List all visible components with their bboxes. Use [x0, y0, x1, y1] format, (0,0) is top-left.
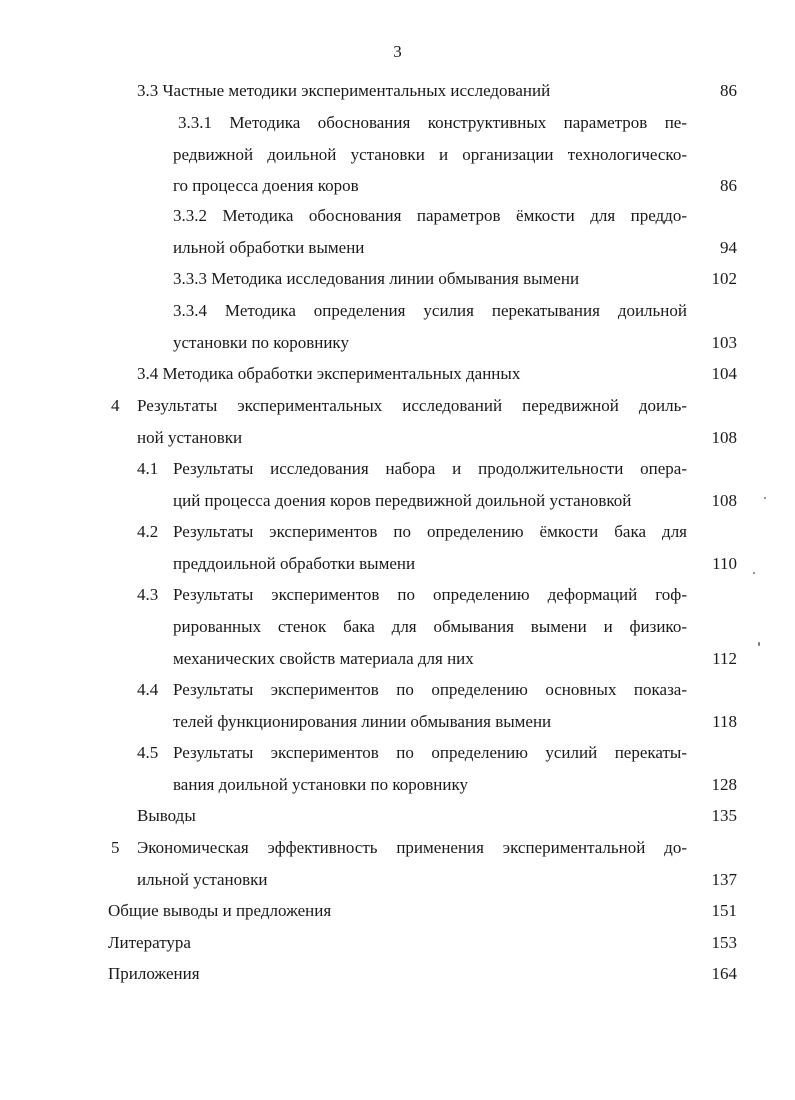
toc-line-3-3-2-a: 3.3.2 Методика обоснования параметров ёмкости для преддо- — [173, 206, 687, 225]
toc-line-4-2-a: Результаты экспериментов по определению ёмкости бака для — [173, 522, 687, 541]
scan-speck — [758, 642, 760, 646]
toc-page-4-4: 118 — [712, 712, 737, 731]
toc-line-4-b: ной установки — [137, 428, 243, 447]
toc-line-3-3-2-b: ильной обработки вымени — [173, 238, 365, 257]
toc-page-3-3: 86 — [720, 81, 737, 100]
scan-speck — [753, 572, 755, 574]
toc-number-4-4: 4.4 — [137, 680, 159, 699]
toc-page-4-2: 110 — [712, 554, 737, 573]
page-number: 3 — [393, 42, 402, 61]
toc-line-4-5-b: вания доильной установки по коровнику — [173, 775, 468, 794]
toc-page-4-1: 108 — [711, 491, 737, 510]
toc-line-3-3-1-b: редвижной доильной установки и организации технологическо- — [173, 145, 687, 164]
toc-page-3-3-3: 102 — [711, 269, 737, 288]
scan-speck — [764, 497, 766, 499]
toc-line-4-4-b: телей функционирования линии обмывания вымени — [173, 712, 552, 731]
toc-page-conclusions: 135 — [711, 806, 737, 825]
toc-line-3-3-4-a: 3.3.4 Методика определения усилия перекатывания доильной — [173, 301, 687, 320]
toc-page-general-conclusions: 151 — [711, 901, 737, 920]
toc-line-3-3-3: 3.3.3 Методика исследования линии обмывания вымени — [173, 269, 580, 288]
toc-line-3-4: 3.4 Методика обработки экспериментальных данных — [137, 364, 521, 383]
toc-line-5-b: ильной установки — [137, 870, 268, 889]
toc-line-4-a: Результаты экспериментальных исследований передвижной доиль- — [137, 396, 687, 415]
toc-page-literature: 153 — [711, 933, 737, 952]
toc-line-4-3-b: рированных стенок бака для обмывания вымени и физико- — [173, 617, 687, 636]
toc-page-3-3-4: 103 — [711, 333, 737, 352]
toc-line-3-3-1-a: 3.3.1 Методика обоснования конструктивных параметров пе- — [178, 113, 687, 132]
toc-line-4-4-a: Результаты экспериментов по определению основных показа- — [173, 680, 687, 699]
toc-page-3-3-2: 94 — [720, 238, 737, 257]
toc-line-4-5-a: Результаты экспериментов по определению усилий перекаты- — [173, 743, 687, 762]
toc-line-appendices: Приложения — [108, 964, 200, 983]
toc-number-4-5: 4.5 — [137, 743, 159, 762]
toc-line-conclusions: Выводы — [137, 806, 196, 825]
toc-page-4-5: 128 — [711, 775, 737, 794]
toc-line-4-1-a: Результаты исследования набора и продолжительности опера- — [173, 459, 687, 478]
toc-page-appendices: 164 — [711, 964, 737, 983]
toc-page-5: 137 — [711, 870, 737, 889]
toc-line-3-3-1-c: го процесса доения коров — [173, 176, 359, 195]
toc-number-4-2: 4.2 — [137, 522, 159, 541]
toc-number-4-3: 4.3 — [137, 585, 159, 604]
toc-page-4-3: 112 — [712, 649, 737, 668]
toc-line-3-3: 3.3 Частные методики экспериментальных исследований — [137, 81, 551, 100]
toc-line-4-1-b: ций процесса доения коров передвижной доильной установкой — [173, 491, 632, 510]
toc-number-4-1: 4.1 — [137, 459, 159, 478]
toc-page-3-4: 104 — [711, 364, 737, 383]
toc-number-5: 5 — [111, 838, 120, 857]
toc-page-4: 108 — [711, 428, 737, 447]
toc-line-3-3-4-b: установки по коровнику — [173, 333, 349, 352]
toc-line-4-2-b: преддоильной обработки вымени — [173, 554, 416, 573]
toc-line-general-conclusions: Общие выводы и предложения — [108, 901, 332, 920]
toc-page-3-3-1: 86 — [720, 176, 737, 195]
toc-line-4-3-c: механических свойств материала для них — [173, 649, 474, 668]
toc-number-4: 4 — [111, 396, 120, 415]
toc-line-4-3-a: Результаты экспериментов по определению деформаций гоф- — [173, 585, 687, 604]
toc-line-literature: Литература — [108, 933, 191, 952]
toc-line-5-a: Экономическая эффективность применения экспериментальной до- — [137, 838, 687, 857]
